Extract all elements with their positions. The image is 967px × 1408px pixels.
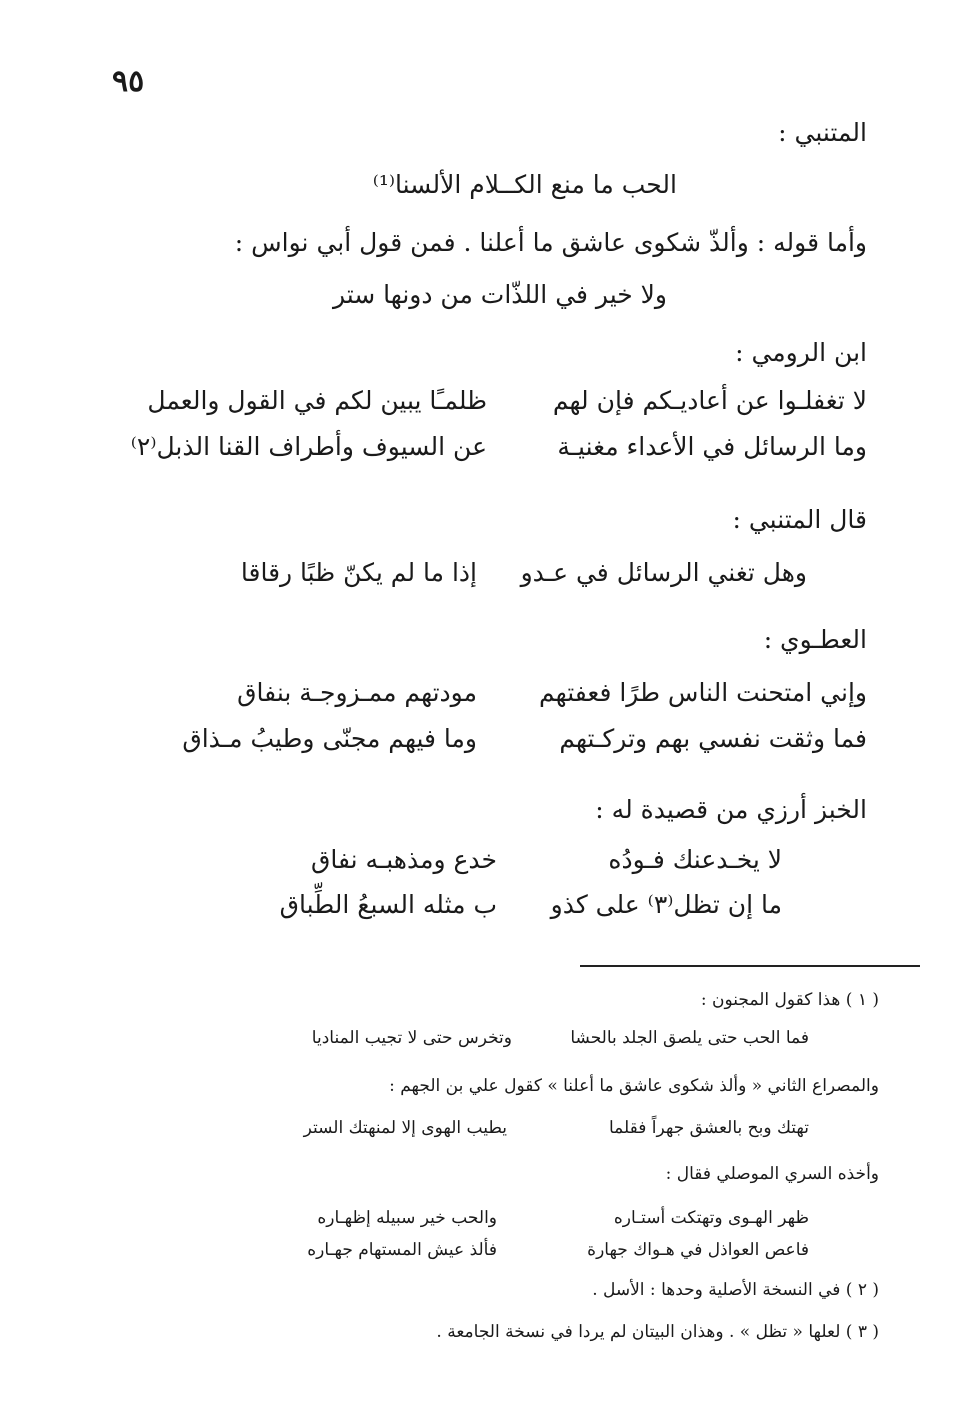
ibn-rumi-verse-1-second: ظلمـًا يبين لكم في القول والعمل [147,386,487,415]
footnote-1-akhadhahu: وأخذه السري الموصلي فقال : [665,1164,879,1184]
khubz-verse-1-second: خدع ومذهبـه نفاق [310,845,497,874]
footnote-2: ( ٢ ) في النسخة الأصلية وحدها : الأسل . [592,1280,879,1300]
mutanabbi-verse-second: إذا ما لم يكنّ ظبًا رقاقا [240,558,477,587]
khubz-verse-2-second: ب مثله السبعُ الطِّباق [279,890,497,919]
khubz-verse-1-first: لا يخـدعنك فـودُه [608,845,782,874]
line-wa-amma: وأما قوله : وألذّ شكوى عاشق ما أعلنا . فمن قول أبي نواس : [234,228,867,257]
heading-khubz-arzi: الخبز أرزي من قصيدة له : [595,795,867,824]
ibn-rumi-verse-2-first: وما الرسائل في الأعداء مغنيـة [557,432,867,461]
heading-ibn-rumi: ابن الرومي : [735,338,867,367]
footnote-1-verse-3-first: ظهر الهـوى وتهتكت أستـاره [613,1208,809,1228]
footnote-1-verse-2-second: يطيب الهوى إلا لمنهتك الستر [303,1118,507,1138]
footnote-1-verse-1-first: فما الحب حتى يلصق الجلد بالحشا [570,1028,809,1048]
verse-la-khayr: ولا خير في اللذّات من دونها ستر [332,280,667,309]
utwi-verse-2-first: فما وثقت نفسي بهم وتركـتهم [559,724,867,753]
heading-utwi: العطـوي : [763,625,867,654]
verse-hubb: الحب ما منع الكــلام الألسنا⁽¹⁾ [372,170,677,199]
footnote-1-verse-1-second: وتخرس حتى لا تجيب المناديا [311,1028,512,1048]
ibn-rumi-verse-1-first: لا تغفلـوا عن أعاديـكم فإن لهم [552,386,867,415]
footnote-1-verse-4-first: فاعص العواذل في هـواك جهارة [587,1240,809,1260]
utwi-verse-1-second: مودتهم ممـزوجـة بنفاق [237,678,477,707]
footnote-3: ( ٣ ) لعلها « تظل » . وهذان البيتان لم يردا في نسخة الجامعة . [436,1322,879,1342]
heading-qal-mutanabbi: قال المتنبي : [732,505,867,534]
utwi-verse-1-first: وإني امتحنت الناس طرًا فعفتهم [539,678,867,707]
footnote-1-misra: والمصراع الثاني « وألذ شكوى عاشق ما أعلنا » كقول علي بن الجهم : [389,1076,879,1096]
page-number: ٩٥ [112,64,145,99]
ibn-rumi-verse-2-second: عن السيوف وأطراف القنا الذبل⁽٢⁾ [130,432,487,461]
footnote-1-verse-3-second: والحب خير سبيله إظهـاره [317,1208,497,1228]
footnote-rule [580,965,920,967]
footnote-1-intro: ( ١ ) هذا كقول المجنون : [700,990,879,1010]
mutanabbi-verse-first: وهل تغني الرسائل في عـدو [520,558,807,587]
footnote-1-verse-2-first: تهتك وبح بالعشق جهراً فقلما [609,1118,809,1138]
khubz-verse-2-first: ما إن تظل⁽٣⁾ على كذو [550,890,782,919]
footnote-1-verse-4-second: فألذ عيش المستهام جهـاره [307,1240,497,1260]
utwi-verse-2-second: وما فيهم مجنّى وطيبُ مـذاق [182,724,477,753]
heading-mutanabbi: المتنبي : [778,118,867,147]
